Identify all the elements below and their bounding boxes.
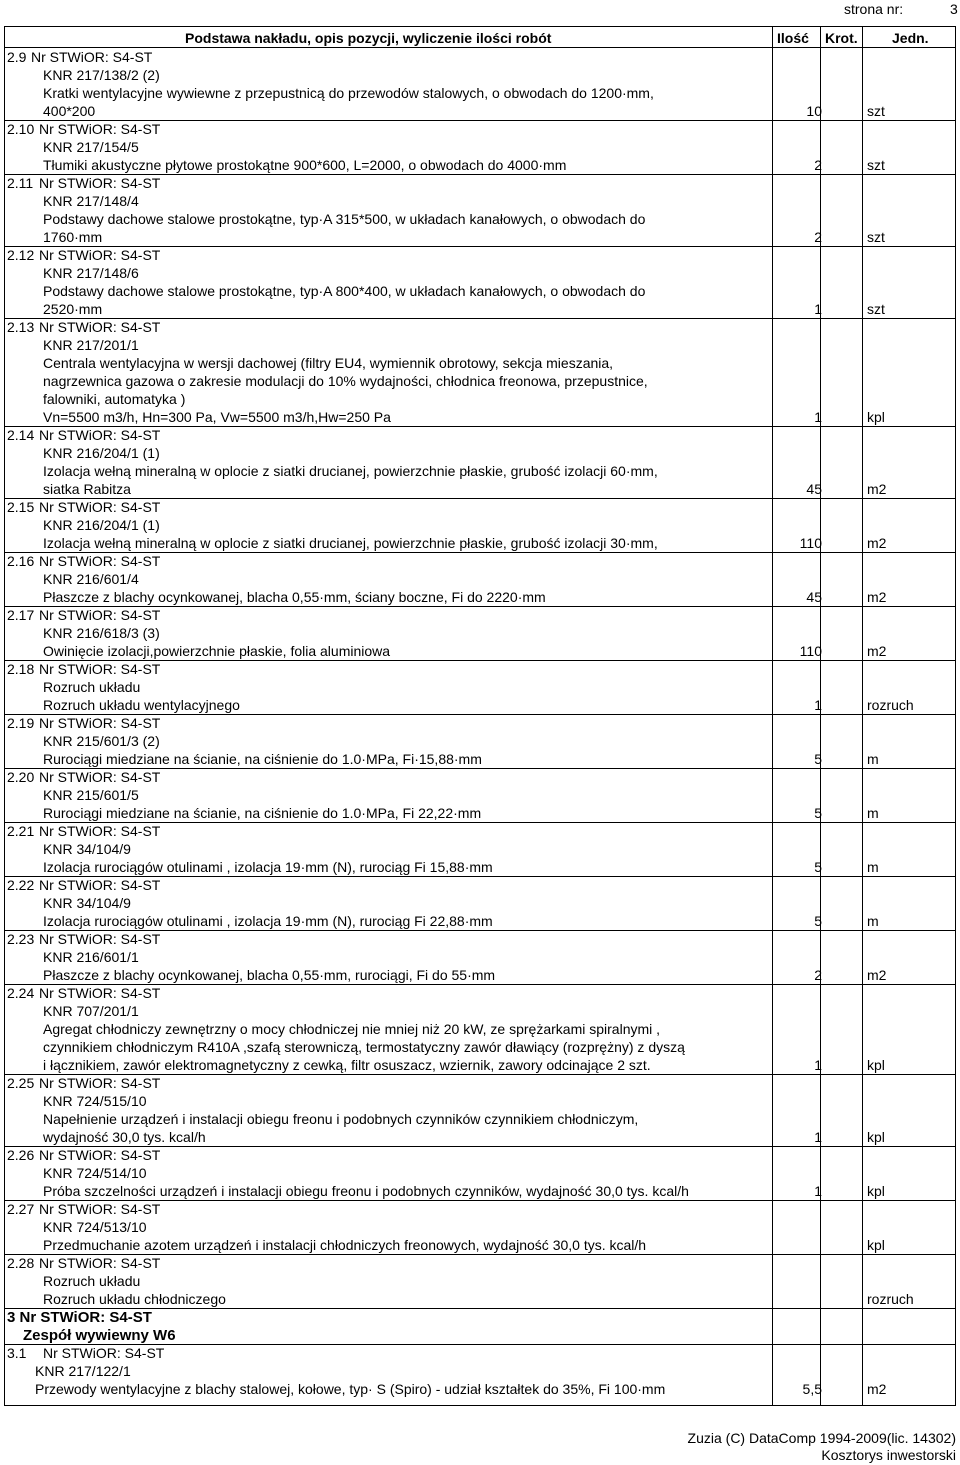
norm-code: KNR 215/601/5: [43, 787, 139, 803]
item-number: 2.17: [7, 607, 35, 623]
table-row: [5, 1074, 955, 1146]
table-row: [5, 984, 955, 1074]
item-quantity: 45: [806, 589, 822, 605]
item-description: siatka Rabitza: [43, 481, 131, 497]
norm-code: Rozruch układu: [43, 679, 141, 695]
item-quantity: 1: [814, 1183, 822, 1199]
item-description: Centrala wentylacyjna w wersji dachowej (filtry EU4, wymiennik obrotowy, sekcja mieszania,: [43, 355, 614, 371]
spec-reference: Nr STWiOR: S4-ST: [39, 877, 161, 893]
item-quantity: 1: [814, 697, 822, 713]
item-description: Kratki wentylacyjne wywiewne z przepustnicą do przewodów stalowych, o obwodach do 1200·mm,: [43, 85, 654, 101]
table-row: [5, 120, 955, 174]
table-row: [5, 426, 955, 498]
item-description: Owinięcie izolacji,powierzchnie płaskie, folia aluminiowa: [43, 643, 391, 659]
item-number: 2.14: [7, 427, 35, 443]
norm-code: KNR 217/148/4: [43, 193, 139, 209]
norm-code: KNR 216/601/1: [43, 949, 139, 965]
item-number: 2.18: [7, 661, 35, 677]
header-quantity: Ilość: [777, 30, 809, 46]
item-number: 2.10: [7, 121, 35, 137]
item-quantity: 2: [814, 229, 822, 245]
item-quantity: 10: [806, 103, 822, 119]
norm-code: KNR 217/148/6: [43, 265, 139, 281]
item-unit: m: [867, 805, 879, 821]
item-unit: rozruch: [867, 697, 914, 713]
table-row: [5, 246, 955, 318]
item-quantity: 110: [799, 535, 822, 551]
item-number: 2.21: [7, 823, 35, 839]
item-quantity: 45: [806, 481, 822, 497]
norm-code: Rozruch układu: [43, 1273, 141, 1289]
item-number: 2.27: [7, 1201, 35, 1217]
item-unit: kpl: [867, 1129, 885, 1145]
item-description: Vn=5500 m3/h, Hn=300 Pa, Vw=5500 m3/h,Hw=250 Pa: [43, 409, 391, 425]
item-description: nagrzewnica gazowa o zakresie modulacji do 10% wydajności, chłodnica freonowa, przepustnice,: [43, 373, 648, 389]
norm-code: KNR 34/104/9: [43, 895, 131, 911]
header-krot: Krot.: [825, 30, 858, 46]
table-row: [5, 660, 955, 714]
item-number: 3.1: [7, 1345, 27, 1361]
item-quantity: 2: [814, 157, 822, 173]
item-description: i łącznikiem, zawór elektromagnetyczny z cewką, filtr osuszacz, wziernik, zawory odcinające 2 szt.: [43, 1057, 651, 1073]
item-number: 2.23: [7, 931, 35, 947]
item-quantity: 1: [814, 1057, 822, 1073]
spec-reference: Nr STWiOR: S4-ST: [39, 247, 161, 263]
norm-code: KNR 217/122/1: [35, 1363, 131, 1379]
item-number: 2.15: [7, 499, 35, 515]
item-description: czynnikiem chłodniczym R410A ,szafą sterowniczą, termostatyczny zawór dławiący (rozprężny) z dyszą: [43, 1039, 685, 1055]
spec-reference: Nr STWiOR: S4-ST: [39, 715, 161, 731]
page-number-value: 3: [950, 1, 958, 17]
item-unit: szt: [867, 103, 885, 119]
section-title: 3 Nr STWiOR: S4-ST: [7, 1309, 152, 1326]
item-quantity: 5: [814, 913, 822, 929]
item-number: 2.19: [7, 715, 35, 731]
spec-reference: Nr STWiOR: S4-ST: [39, 175, 161, 191]
item-quantity: 1: [814, 409, 822, 425]
item-description: Napełnienie urządzeń i instalacji obiegu freonu i podobnych czynników czynnikiem chłodniczym,: [43, 1111, 639, 1127]
item-number: 2.11: [7, 175, 34, 191]
table-row: [5, 714, 955, 768]
item-quantity: 5: [814, 859, 822, 875]
norm-code: KNR 216/618/3 (3): [43, 625, 160, 641]
item-unit: szt: [867, 301, 885, 317]
page-number: [844, 0, 958, 18]
item-quantity: 1: [814, 1129, 822, 1145]
item-description: Agregat chłodniczy zewnętrzny o mocy chłodniczej nie mniej niż 20 kW, ze sprężarkami spiralnymi ,: [43, 1021, 661, 1037]
item-unit: m: [867, 751, 879, 767]
spec-reference: Nr STWiOR: S4-ST: [43, 1345, 165, 1361]
spec-reference: Nr STWiOR: S4-ST: [39, 985, 161, 1001]
item-quantity: 5,5: [802, 1381, 822, 1397]
table-row: [5, 876, 955, 930]
item-unit: szt: [867, 157, 885, 173]
item-number: 2.26: [7, 1147, 35, 1163]
table-row: [5, 930, 955, 984]
norm-code: KNR 216/601/4: [43, 571, 139, 587]
spec-reference: Nr STWiOR: S4-ST: [39, 1201, 161, 1217]
cost-estimate-table: [4, 26, 956, 1406]
table-row: [5, 318, 955, 426]
item-description: Płaszcze z blachy ocynkowanej, blacha 0,55·mm, rurociągi, Fi do 55·mm: [43, 967, 496, 983]
item-number: 2.12: [7, 247, 35, 263]
header-unit: Jedn.: [892, 30, 929, 46]
spec-reference: Nr STWiOR: S4-ST: [39, 121, 161, 137]
item-unit: m: [867, 859, 879, 875]
spec-reference: Nr STWiOR: S4-ST: [39, 499, 161, 515]
item-number: 2.16: [7, 553, 35, 569]
item-unit: m: [867, 913, 879, 929]
item-number: 2.9: [7, 49, 27, 65]
item-unit: m2: [867, 481, 887, 497]
item-unit: rozruch: [867, 1291, 914, 1307]
page-number-label: strona nr:: [844, 1, 904, 17]
item-quantity: 110: [799, 643, 822, 659]
norm-code: KNR 216/204/1 (1): [43, 445, 160, 461]
item-description: falowniki, automatyka ): [43, 391, 186, 407]
footer-doc-type: Kosztorys inwestorski: [821, 1447, 956, 1463]
table-row: [5, 1254, 955, 1308]
norm-code: KNR 724/514/10: [43, 1165, 147, 1181]
item-description: Przewody wentylacyjne z blachy stalowej, kołowe, typ· S (Spiro) - udział kształtek do 35%, Fi 100·mm: [35, 1381, 666, 1397]
item-quantity: 1: [814, 301, 822, 317]
item-unit: m2: [867, 1381, 887, 1397]
norm-code: KNR 724/513/10: [43, 1219, 147, 1235]
item-unit: m2: [867, 643, 887, 659]
norm-code: KNR 217/138/2 (2): [43, 67, 160, 83]
spec-reference: Nr STWiOR: S4-ST: [39, 427, 161, 443]
item-number: 2.20: [7, 769, 35, 785]
item-description: Izolacja wełną mineralną w oplocie z siatki drucianej, powierzchnie płaskie, grubość izolacji 60·mm,: [43, 463, 658, 479]
norm-code: KNR 216/204/1 (1): [43, 517, 160, 533]
item-unit: m2: [867, 535, 887, 551]
norm-code: KNR 34/104/9: [43, 841, 131, 857]
item-unit: kpl: [867, 409, 885, 425]
item-unit: kpl: [867, 1237, 885, 1253]
spec-reference: Nr STWiOR: S4-ST: [39, 553, 161, 569]
spec-reference: Nr STWiOR: S4-ST: [39, 1255, 161, 1271]
item-number: 2.24: [7, 985, 35, 1001]
table-row: [5, 498, 955, 552]
spec-reference: Nr STWiOR: S4-ST: [39, 823, 161, 839]
header-description: Podstawa nakładu, opis pozycji, wyliczenie ilości robót: [185, 30, 552, 46]
table-row: [5, 768, 955, 822]
item-number: 2.13: [7, 319, 35, 335]
table-row: [5, 552, 955, 606]
item-description: Izolacja rurociągów otulinami , izolacja 19·mm (N), rurociąg Fi 15,88·mm: [43, 859, 493, 875]
spec-reference: Nr STWiOR: S4-ST: [39, 319, 161, 335]
item-description: Próba szczelności urządzeń i instalacji obiegu freonu i podobnych czynników, wydajność 30,0 tys. kcal/h: [43, 1183, 689, 1199]
item-unit: kpl: [867, 1057, 885, 1073]
norm-code: KNR 707/201/1: [43, 1003, 139, 1019]
item-description: Tłumiki akustyczne płytowe prostokątne 900*600, L=2000, o obwodach do 4000·mm: [43, 157, 567, 173]
table-row: [5, 48, 955, 120]
table-row: [5, 822, 955, 876]
item-number: 2.25: [7, 1075, 35, 1091]
spec-reference: Nr STWiOR: S4-ST: [39, 607, 161, 623]
item-quantity: 5: [814, 805, 822, 821]
footer-software: Zuzia (C) DataComp 1994-2009(lic. 14302): [687, 1430, 956, 1446]
table-row: [5, 1344, 955, 1398]
item-unit: szt: [867, 229, 885, 245]
table-row: [5, 174, 955, 246]
spec-reference: Nr STWiOR: S4-ST: [39, 769, 161, 785]
item-description: Podstawy dachowe stalowe prostokątne, typ·A 800*400, w układach kanałowych, o obwodach do: [43, 283, 646, 299]
norm-code: KNR 217/201/1: [43, 337, 139, 353]
item-unit: m2: [867, 967, 887, 983]
spec-reference: Nr STWiOR: S4-ST: [39, 931, 161, 947]
section-header: [5, 1308, 955, 1344]
item-description: Rozruch układu chłodniczego: [43, 1291, 226, 1307]
item-description: Przedmuchanie azotem urządzeń i instalacji chłodniczych freonowych, wydajność 30,0 tys. kcal/h: [43, 1237, 647, 1253]
norm-code: KNR 724/515/10: [43, 1093, 147, 1109]
item-description: Rurociągi miedziane na ścianie, na ciśnienie do 1.0·MPa, Fi·15,88·mm: [43, 751, 482, 767]
item-description: Podstawy dachowe stalowe prostokątne, typ·A 315*500, w układach kanałowych, o obwodach do: [43, 211, 646, 227]
item-description: wydajność 30,0 tys. kcal/h: [43, 1129, 206, 1145]
item-number: 2.22: [7, 877, 35, 893]
item-description: Płaszcze z blachy ocynkowanej, blacha 0,55·mm, ściany boczne, Fi do 2220·mm: [43, 589, 546, 605]
table-row: [5, 606, 955, 660]
spec-reference: Nr STWiOR: S4-ST: [31, 49, 153, 65]
table-row: [5, 1200, 955, 1254]
table-row: [5, 1146, 955, 1200]
item-quantity: 2: [814, 967, 822, 983]
item-description: Izolacja rurociągów otulinami , izolacja 19·mm (N), rurociąg Fi 22,88·mm: [43, 913, 493, 929]
section-subtitle: Zespół wywiewny W6: [23, 1327, 176, 1344]
item-unit: kpl: [867, 1183, 885, 1199]
item-number: 2.28: [7, 1255, 35, 1271]
item-description: Izolacja wełną mineralną w oplocie z siatki drucianej, powierzchnie płaskie, grubość izolacji 30·mm,: [43, 535, 658, 551]
norm-code: KNR 217/154/5: [43, 139, 139, 155]
spec-reference: Nr STWiOR: S4-ST: [39, 1075, 161, 1091]
item-description: 2520·mm: [43, 301, 103, 317]
spec-reference: Nr STWiOR: S4-ST: [39, 661, 161, 677]
item-unit: m2: [867, 589, 887, 605]
item-quantity: 5: [814, 751, 822, 767]
item-description: 1760·mm: [43, 229, 103, 245]
item-description: Rurociągi miedziane na ścianie, na ciśnienie do 1.0·MPa, Fi 22,22·mm: [43, 805, 482, 821]
norm-code: KNR 215/601/3 (2): [43, 733, 160, 749]
item-description: Rozruch układu wentylacyjnego: [43, 697, 240, 713]
spec-reference: Nr STWiOR: S4-ST: [39, 1147, 161, 1163]
item-description: 400*200: [43, 103, 96, 119]
